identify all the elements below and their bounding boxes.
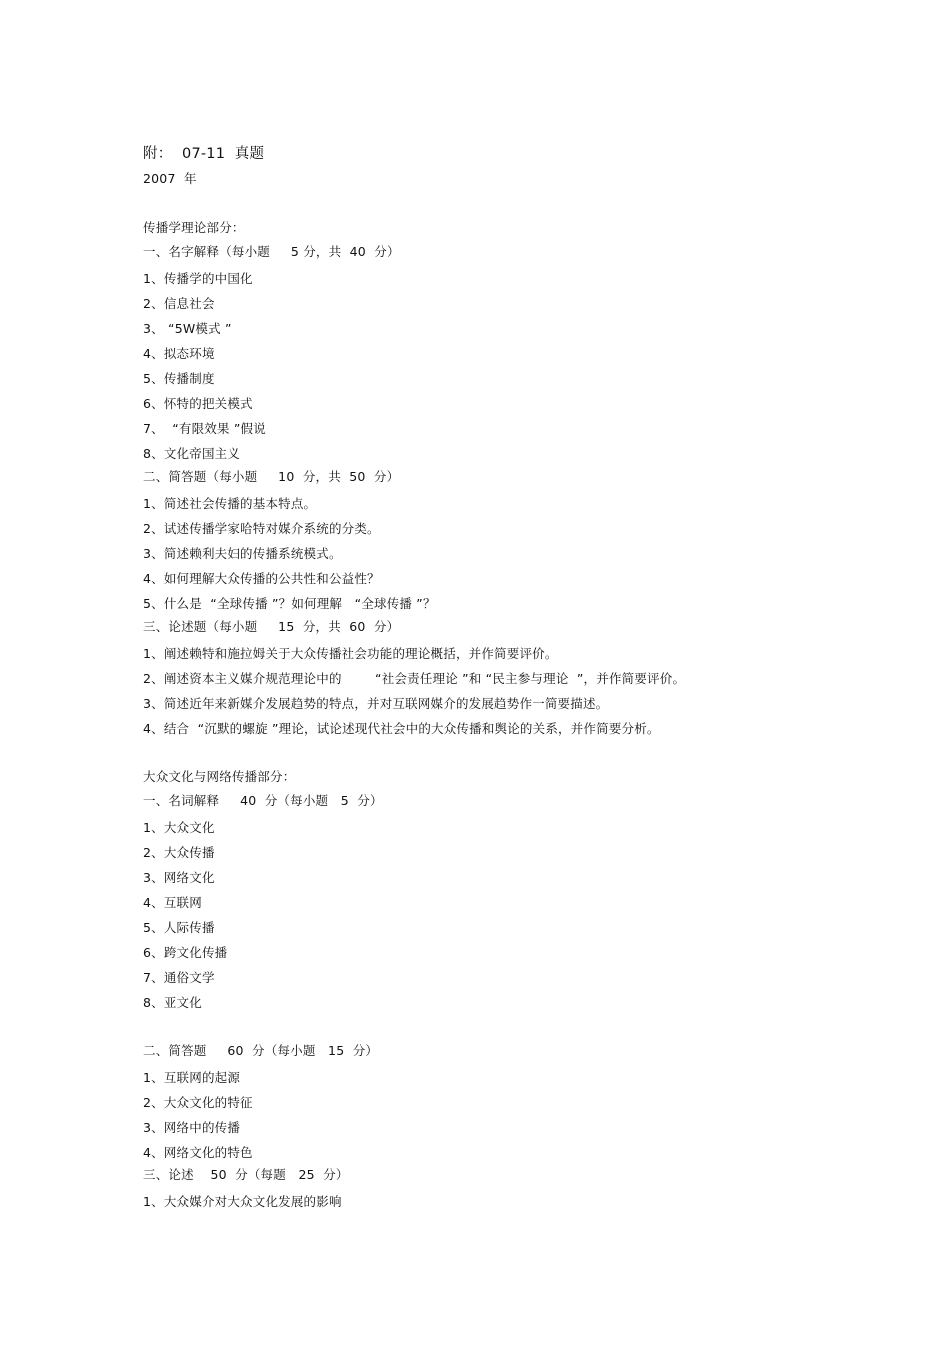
question-item: 4、如何理解大众传播的公共性和公益性？ [143,571,380,586]
question-item: 4、拟态环境 [143,346,215,361]
question-item: 2、信息社会 [143,296,215,311]
question-group-heading: 一、名词解释 40 分（每小题 5 分） [143,793,383,808]
question-item: 1、简述社会传播的基本特点。 [143,496,317,511]
question-item: 5、人际传播 [143,920,215,935]
question-group-heading: 二、简答题（每小题 10 分，共 50 分） [143,469,400,484]
question-item: 6、怀特的把关模式 [143,396,253,411]
question-item: 4、网络文化的特色 [143,1145,253,1160]
question-group-heading: 三、论述 50 分（每题 25 分） [143,1167,349,1182]
question-item: 3、 “5W模式 ” [143,321,232,336]
question-group-heading: 二、简答题 60 分（每小题 15 分） [143,1043,379,1058]
page-title: 附： 07-11 真题 [143,146,265,162]
section-heading-culture: 大众文化与网络传播部分： [143,769,296,784]
question-item: 2、大众传播 [143,845,215,860]
question-item: 1、阐述赖特和施拉姆关于大众传播社会功能的理论概括，并作简要评价。 [143,646,558,661]
question-item: 7、 “有限效果 ”假说 [143,421,266,436]
question-item: 3、简述近年来新媒介发展趋势的特点，并对互联网媒介的发展趋势作一简要描述。 [143,696,609,711]
question-item: 4、互联网 [143,895,202,910]
question-item: 3、网络中的传播 [143,1120,241,1135]
question-item: 1、传播学的中国化 [143,271,253,286]
question-item: 1、互联网的起源 [143,1070,241,1085]
question-item: 5、传播制度 [143,371,215,386]
question-item: 1、大众媒介对大众文化发展的影响 [143,1194,342,1209]
question-item: 2、试述传播学家哈特对媒介系统的分类。 [143,521,380,536]
question-item: 1、大众文化 [143,820,215,835]
question-item: 3、简述赖利夫妇的传播系统模式。 [143,546,342,561]
year-label: 2007 年 [143,171,197,186]
question-item: 8、文化帝国主义 [143,446,241,461]
question-item: 2、阐述资本主义媒介规范理论中的 “社会责任理论 ”和 “民主参与理论 ”，并作简要评价。 [143,671,686,686]
question-item: 8、亚文化 [143,995,202,1010]
question-item: 5、什么是 “全球传播 ”？如何理解 “全球传播 ”？ [143,596,436,611]
question-group-heading: 一、名字解释（每小题 5 分，共 40 分） [143,244,400,259]
question-group-heading: 三、论述题（每小题 15 分，共 60 分） [143,619,400,634]
question-item: 6、跨文化传播 [143,945,228,960]
question-item: 7、通俗文学 [143,970,215,985]
question-item: 4、结合 “沉默的螺旋 ”理论，试论述现代社会中的大众传播和舆论的关系，并作简要分析。 [143,721,660,736]
question-item: 3、网络文化 [143,870,215,885]
section-heading-theory: 传播学理论部分： [143,220,245,235]
question-item: 2、大众文化的特征 [143,1095,253,1110]
